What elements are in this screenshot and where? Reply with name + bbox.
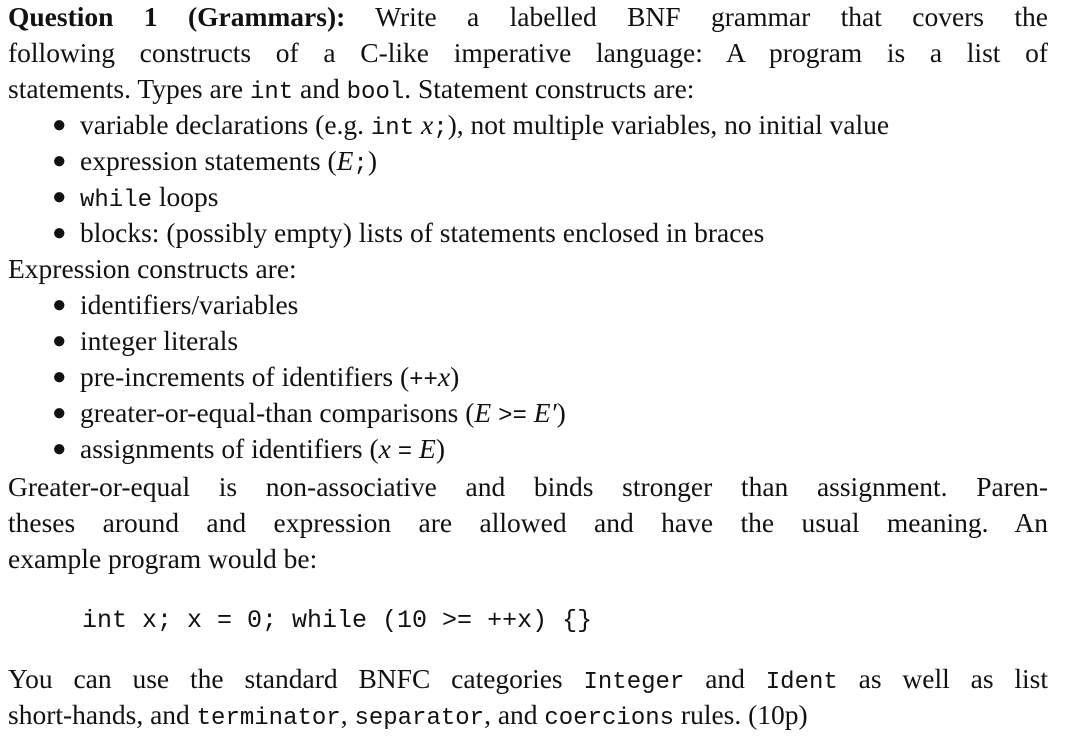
expression-item-identifiers: identifiers/variables — [80, 289, 299, 320]
bullet-icon: ● — [52, 400, 67, 426]
bullet-icon: ● — [52, 364, 67, 390]
closing-line-1 — [8, 662, 1048, 700]
closing-line-2 — [8, 698, 808, 736]
text: and — [300, 73, 340, 104]
statement-item-while — [80, 180, 218, 218]
code-int: int — [249, 79, 294, 106]
bullet-icon: ● — [52, 148, 67, 174]
text: ) — [435, 433, 445, 464]
code-separator: separator — [354, 705, 485, 732]
text: assignments of identifiers ( — [80, 433, 379, 464]
text: ) — [367, 145, 377, 176]
question-text: Write a labelled BNF grammar that covers the — [375, 1, 1048, 32]
question-heading: Question 1 (Grammars): — [8, 1, 346, 32]
code-gte: >= — [498, 403, 527, 430]
expression-item-preincrement — [80, 360, 459, 398]
code-ident: Ident — [765, 669, 838, 696]
text: greater-or-equal-than comparisons ( — [80, 397, 475, 428]
text: statements. Types are — [8, 73, 244, 104]
statement-item-blocks: blocks: (possibly empty) lists of statements enclosed in braces — [80, 217, 765, 248]
math-E: E — [474, 397, 492, 428]
code-bool: bool — [346, 79, 405, 106]
bullet-icon: ● — [52, 292, 67, 318]
bullet-icon: ● — [52, 436, 67, 462]
math-E: E — [419, 433, 436, 464]
expression-item-literals: integer literals — [80, 325, 239, 356]
text: You can use the standard BNFC categories — [8, 663, 563, 694]
paragraph-line-1: Greater-or-equal is non-associative and binds stronger than assignment. Paren- — [8, 471, 1048, 502]
text: expression statements ( — [80, 145, 337, 176]
code-coercions: coercions — [544, 705, 675, 732]
question-line-3 — [8, 72, 694, 110]
text: pre-increments of identifiers ( — [80, 361, 410, 392]
paragraph-line-3: example program would be: — [8, 543, 318, 574]
code-semicolon: ; — [353, 151, 368, 178]
math-E-prime: E′ — [533, 397, 557, 428]
example-code: int x; x = 0; while (10 >= ++x) {} — [82, 606, 593, 635]
text: ) — [450, 361, 460, 392]
code-semicolon: ; — [433, 115, 448, 142]
text: ) — [556, 397, 566, 428]
math-x: x — [437, 361, 451, 392]
bullet-icon: ● — [52, 184, 67, 210]
text: rules. (10p) — [680, 699, 808, 730]
bullet-icon: ● — [52, 328, 67, 354]
code-integer: Integer — [583, 669, 685, 696]
text: , and — [484, 699, 538, 730]
code-int: int — [370, 115, 415, 142]
code-equals: = — [397, 439, 413, 466]
question-line-1 — [8, 0, 1048, 34]
text: . Statement constructs are: — [404, 73, 695, 104]
code-plusplus: ++ — [409, 367, 438, 394]
expression-intro: Expression constructs are: — [8, 253, 297, 284]
statement-item-expression — [80, 144, 377, 182]
bullet-icon: ● — [52, 112, 67, 138]
text: as well as list — [858, 663, 1048, 694]
text: , — [340, 699, 348, 730]
math-E: E — [336, 145, 354, 176]
statement-item-declaration — [80, 108, 889, 146]
math-x: x — [378, 433, 391, 464]
bullet-icon: ● — [52, 220, 67, 246]
question-line-2: following constructs of a C-like imperative language: A program is a list of — [8, 37, 1048, 68]
text: short-hands, and — [8, 699, 190, 730]
code-terminator: terminator — [196, 705, 341, 732]
expression-item-comparison — [80, 396, 566, 434]
text: loops — [158, 181, 219, 212]
math-x: x — [421, 109, 434, 140]
code-while: while — [80, 187, 153, 214]
text: ), not multiple variables, no initial value — [447, 109, 890, 140]
text: variable declarations (e.g. — [80, 109, 365, 140]
expression-item-assignment — [80, 432, 445, 470]
text: and — [705, 663, 745, 694]
paragraph-line-2: theses around and expression are allowed and have the usual meaning. An — [8, 507, 1048, 538]
